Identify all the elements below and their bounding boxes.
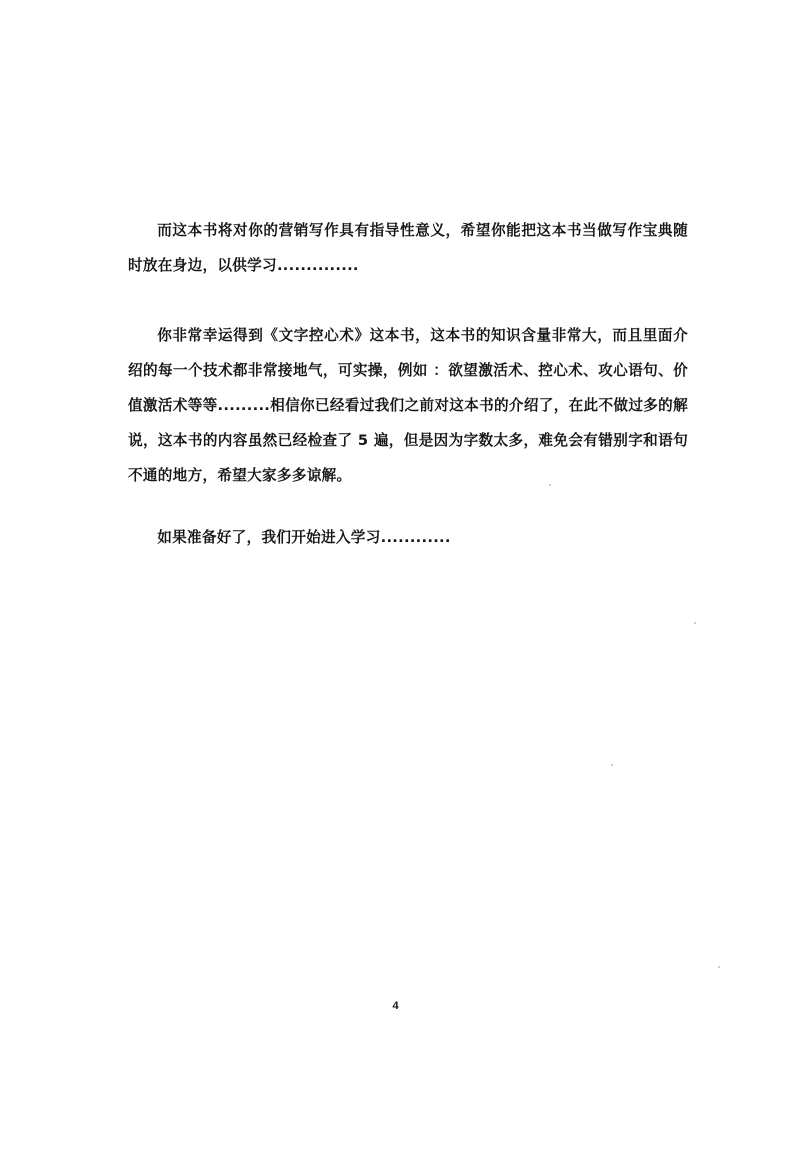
page-number: 4 [392,1000,399,1012]
paragraph-intro: 而这本书将对你的营销写作具有指导性意义，希望你能把这本书当做写作宝典随时放在身边，以供学习.............. [128,222,688,274]
scan-speck [611,764,613,766]
scan-speck [694,622,696,624]
paragraph-start-learning: 如果准备好了，我们开始进入学习............ [157,529,451,546]
scan-speck [718,966,720,968]
scan-speck [549,484,551,486]
paragraph-book-description: 你非常幸运得到《文字控心术》这本书，这本书的知识含量非常大，而且里面介绍的每一个技术都非常接地气，可实操，例如 ：欲望激活术、控心术、攻心语句、价值激活术等等.........相信你已经看过我们之前对这本书的介绍了，在此不做过多的解说，这本书的内容虽然已经检查了 5 遍，但是因为字数太多，难免会有错别字和语句不通的地方，希望大家多多谅解。 [128,327,688,484]
